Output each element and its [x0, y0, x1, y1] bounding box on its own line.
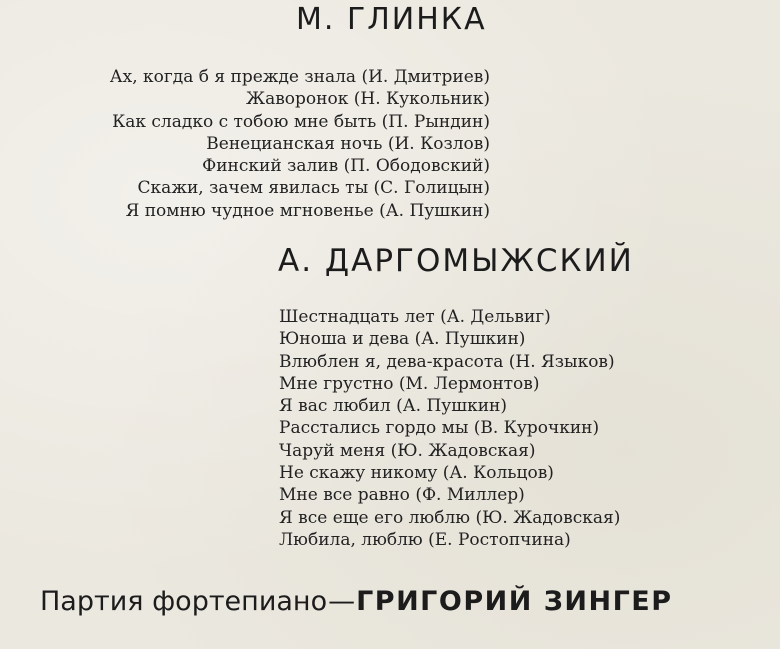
song-item: Я помню чудное мгновенье (А. Пушкин) — [125, 200, 490, 221]
song-item: Как сладко с тобою мне быть (П. Рындин) — [112, 111, 490, 132]
song-item: Юноша и дева (А. Пушкин) — [279, 329, 526, 350]
song-item: Мне грустно (М. Лермонтов) — [279, 373, 540, 394]
piano-credit — [40, 586, 673, 617]
piano-credit-dash: — — [328, 586, 356, 617]
song-list-dargomyzhsky — [279, 306, 620, 551]
song-item: Финский залив (П. Ободовский) — [202, 156, 490, 177]
song-item: Любила, люблю (Е. Ростопчина) — [279, 529, 571, 550]
piano-credit-label: Партия фортепиано — [40, 586, 328, 617]
song-item: Чаруй меня (Ю. Жадовская) — [279, 440, 536, 461]
song-list-glinka — [110, 66, 490, 222]
song-item: Жаворонок (Н. Кукольник) — [245, 89, 490, 110]
composer-heading-dargomyzhsky: А. ДАРГОМЫЖСКИЙ — [278, 243, 634, 279]
song-item: Мне все равно (Ф. Миллер) — [279, 485, 525, 506]
song-item: Венецианская ночь (И. Козлов) — [206, 133, 490, 154]
song-item: Ах, когда б я прежде знала (И. Дмитриев) — [109, 67, 490, 87]
pianist-name: ГРИГОРИЙ ЗИНГЕР — [356, 586, 673, 617]
song-item: Я вас любил (А. Пушкин) — [279, 396, 507, 417]
composer-heading-glinka: М. ГЛИНКА — [296, 2, 487, 37]
song-item: Влюблен я, дева-красота (Н. Языков) — [279, 351, 615, 372]
song-item: Расстались гордо мы (В. Курочкин) — [279, 418, 600, 439]
song-item: Не скажу никому (А. Кольцов) — [279, 463, 554, 484]
song-item: Шестнадцать лет (А. Дельвиг) — [279, 307, 551, 327]
song-item: Я все еще его люблю (Ю. Жадовская) — [279, 507, 621, 528]
song-item: Скажи, зачем явилась ты (С. Голицын) — [137, 178, 490, 199]
